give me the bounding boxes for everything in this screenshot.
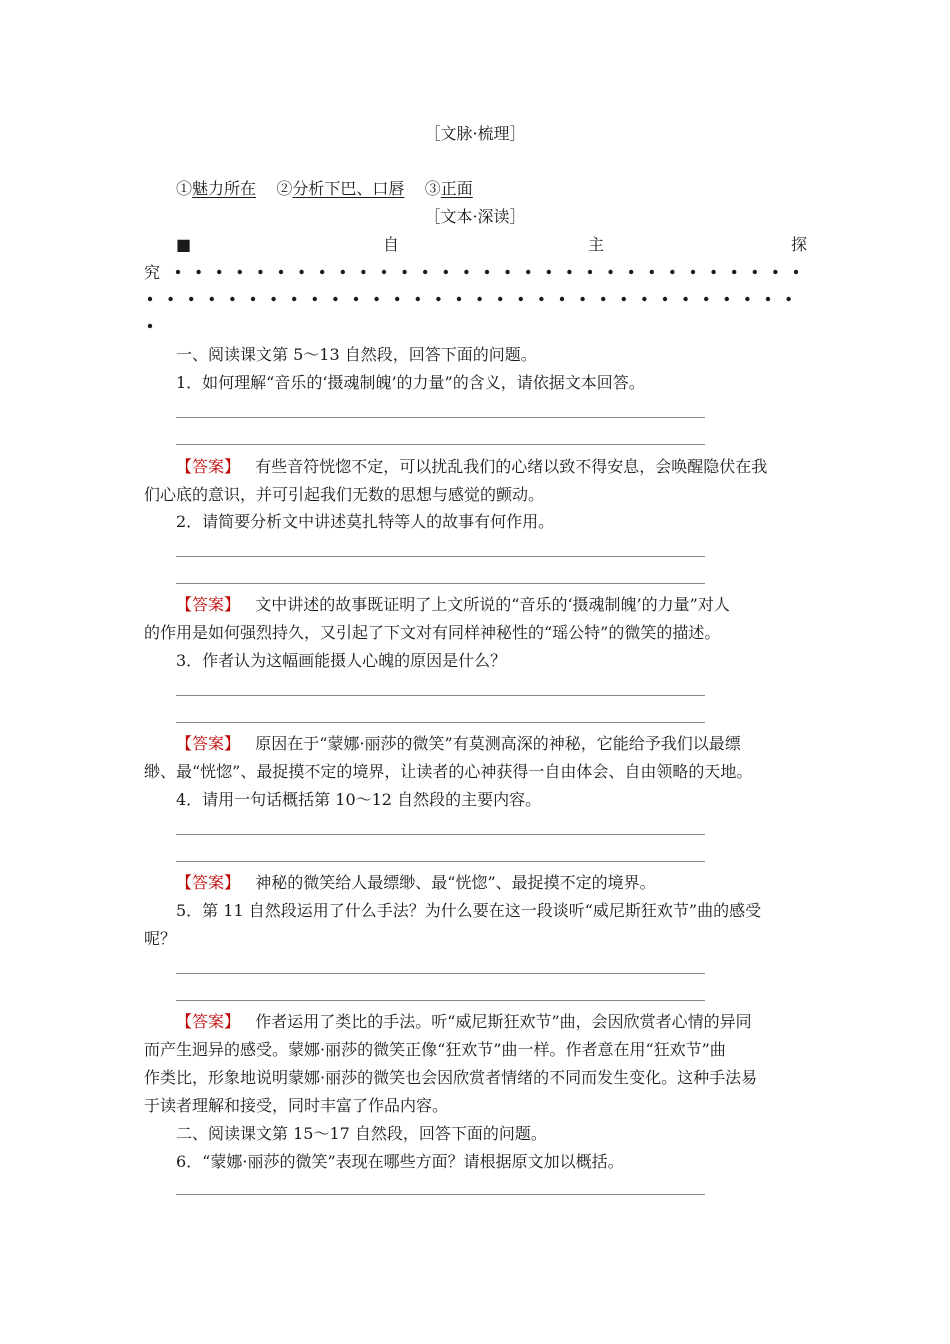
answer-text: 神秘的微笑给人最缥缈、最“恍惚”、最捉摸不定的境界。 [255,873,656,892]
blank-answer-2: 分析下巴、口唇 [292,179,405,198]
emphasis-dots [0,0,950,340]
question-6: 6．“蒙娜·丽莎的微笑”表现在哪些方面？请根据原文加以概括。 [176,1152,624,1171]
emphasis-dot [217,270,221,274]
emphasis-dot [210,297,214,301]
emphasis-dot [498,297,502,301]
answer-line [176,722,705,723]
emphasis-dot [320,270,324,274]
emphasis-dot [745,297,749,301]
emphasis-dot [766,297,770,301]
emphasis-dot [168,297,172,301]
answer-tag: 【答案】 [176,457,241,476]
answer-line [176,1000,705,1001]
emphasis-dot [642,297,646,301]
emphasis-dot [189,297,193,301]
emphasis-dot [416,297,420,301]
emphasis-dot [382,270,386,274]
emphasis-dot [539,297,543,301]
emphasis-dot [608,270,612,274]
answer-text: 作者运用了类比的手法。听“威尼斯狂欢节”曲，会因欣赏者心情的异同 [255,1012,752,1031]
emphasis-dot [588,270,592,274]
heading-char-zhu: 主 [588,235,605,254]
emphasis-dot [794,270,798,274]
answer-4-line-1 [176,873,656,893]
answer-2-line-2: 的作用是如何强烈持久，又引起了下文对有同样神秘性的“瑶公特”的微笑的描述。 [144,623,721,642]
answer-line [176,444,705,445]
emphasis-dot [547,270,551,274]
answer-line [176,417,705,418]
emphasis-dot [258,270,262,274]
answer-text: 有些音符恍惚不定，可以扰乱我们的心绪以致不得安息，会唤醒隐伏在我 [255,457,768,476]
heading-char-jiu: 究 [144,263,161,282]
emphasis-dot [629,270,633,274]
answer-1-line-1 [176,457,767,477]
emphasis-dot [292,297,296,301]
answer-5-line-3: 作类比，形象地说明蒙娜·丽莎的微笑也会因欣赏者情绪的不同而发生变化。这种手法易 [144,1068,758,1087]
emphasis-dot [444,270,448,274]
emphasis-dot [725,297,729,301]
heading-char-zi: 自 [383,235,400,254]
answer-line [176,556,705,557]
emphasis-dot [601,297,605,301]
answer-line [176,973,705,974]
emphasis-dot [176,270,180,274]
emphasis-dot [196,270,200,274]
emphasis-dot [299,270,303,274]
emphasis-dot [711,270,715,274]
question-3: 3．作者认为这幅画能摄人心魄的原因是什么？ [176,651,507,670]
answer-2-line-1 [176,595,730,615]
emphasis-dot [464,270,468,274]
emphasis-dot [354,297,358,301]
emphasis-dot [333,297,337,301]
blank-answer-1: 魅力所在 [192,179,257,198]
blank-marker-3: ③ [424,179,441,198]
part2-heading: 二、阅读课文第 15～17 自然段，回答下面的问题。 [176,1124,547,1143]
emphasis-dot [313,297,317,301]
answer-5-line-2: 而产生迥异的感受。蒙娜·丽莎的微笑正像“狂欢节”曲一样。作者意在用“狂欢节”曲 [144,1040,726,1059]
emphasis-dot [341,270,345,274]
blank-marker-2: ② [276,179,293,198]
answer-tag: 【答案】 [176,1012,241,1031]
emphasis-dot [622,297,626,301]
emphasis-dot [663,297,667,301]
answer-1-line-2: 们心底的意识，并可引起我们无数的思想与感觉的颤动。 [144,485,545,504]
question-4: 4．请用一句话概括第 10～12 自然段的主要内容。 [176,790,542,809]
emphasis-dot [251,297,255,301]
answer-3-line-1 [176,734,741,754]
emphasis-dot [519,297,523,301]
emphasis-dot [361,270,365,274]
emphasis-dot [230,297,234,301]
blank-marker-1: ① [176,179,193,198]
question-1: 1．如何理解“音乐的‘摄魂制魄’的力量”的含义，请依据文本回答。 [176,373,645,392]
answer-3-line-2: 缈、最“恍惚”、最捉摸不定的境界，让读者的心神获得一自由体会、自由领略的天地。 [144,762,753,781]
answer-text: 文中讲述的故事既证明了上文所说的“音乐的‘摄魂制魄’的力量”对人 [255,595,730,614]
emphasis-dot [477,297,481,301]
emphasis-dot [704,297,708,301]
emphasis-dot [374,297,378,301]
emphasis-dot [505,270,509,274]
emphasis-dot [670,270,674,274]
emphasis-dot [683,297,687,301]
answer-tag: 【答案】 [176,873,241,892]
emphasis-dot [238,270,242,274]
emphasis-dot [786,297,790,301]
emphasis-dot [580,297,584,301]
answer-5-line-1 [176,1012,752,1032]
emphasis-dot [148,324,152,328]
emphasis-dot [271,297,275,301]
answer-5-line-4: 于读者理解和接受，同时丰富了作品内容。 [144,1096,449,1115]
answer-line [176,583,705,584]
answer-line [176,834,705,835]
emphasis-dot [457,297,461,301]
emphasis-dot [279,270,283,274]
answer-tag: 【答案】 [176,734,241,753]
emphasis-dot [402,270,406,274]
question-5-line-1: 5．第 11 自然段运用了什么手法？为什么要在这一段谈听“威尼斯狂欢节”曲的感受 [176,901,762,920]
answer-text: 原因在于“蒙娜·丽莎的微笑”有莫测高深的神秘，它能给予我们以最缥 [255,734,741,753]
question-2: 2．请简要分析文中讲述莫扎特等人的故事有何作用。 [176,512,555,531]
section-heading-context: ［文脉·梳理］ [424,124,526,143]
emphasis-dot [650,270,654,274]
emphasis-dot [773,270,777,274]
emphasis-dot [732,270,736,274]
emphasis-dot [148,297,152,301]
emphasis-dot [560,297,564,301]
answer-line [176,861,705,862]
answer-line [176,695,705,696]
blank-answer-3: 正面 [440,179,473,198]
answer-tag: 【答案】 [176,595,241,614]
question-5-line-2: 呢？ [144,929,177,948]
emphasis-dot [691,270,695,274]
emphasis-dot [436,297,440,301]
emphasis-dot [526,270,530,274]
heading-char-tan: 探 [791,235,808,254]
emphasis-dot [753,270,757,274]
emphasis-dot [423,270,427,274]
section-heading-text: ［文本·深读］ [424,207,526,226]
square-bullet: ■ [176,235,192,254]
emphasis-dot [395,297,399,301]
emphasis-dot [485,270,489,274]
answer-line [176,1194,705,1195]
emphasis-dot [567,270,571,274]
part1-heading: 一、阅读课文第 5～13 自然段，回答下面的问题。 [176,345,537,364]
